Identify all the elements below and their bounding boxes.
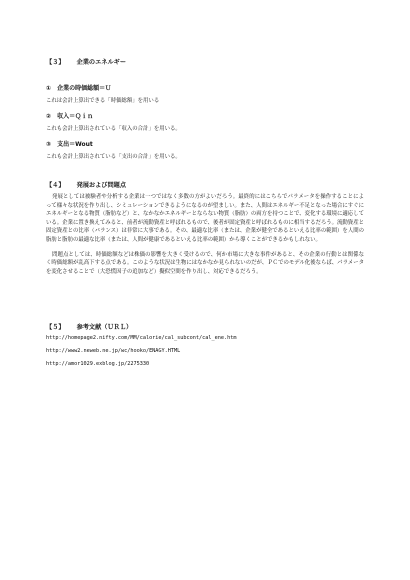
item-income-label: ② 収入＝Ｑｉｎ	[46, 113, 94, 120]
item-income-desc: これも会計上算出されている「収入の合計」を用いる。	[46, 126, 181, 132]
item-expense-desc: これも会計上算出されている「支出の合計」を用いる。	[46, 154, 181, 160]
reference-url[interactable]: http://homepage2.nifty.com/MM/calorie/cal_subcont/cal_ene.htm	[46, 335, 237, 341]
item-market-value-label: ① 企業の時価総額＝Ｕ	[46, 85, 112, 92]
section-4-title: 発展および問題点	[76, 182, 127, 189]
reference-url[interactable]: http://www2.neweb.ne.jp/wc/hooko/ENAGY.HTML	[46, 348, 181, 354]
section-3-title: 企業のエネルギー	[76, 59, 127, 66]
section-3-heading	[46, 57, 126, 66]
paragraph-problems: 問題点としては、時価総額などは株価の影響を大きく受けるので、何か市場に大きな事件があると、その企業の行動とは関係なく時価総額が乱高下する点である。このような状況は生物にはなかなか見られないのだが、ＰＣでのモデル化後ならば、パラメータを変化させることで（大恐慌因子の追加など）擬似空間を作り出し、対応できるだろう。	[46, 251, 364, 275]
section-5-heading	[46, 322, 132, 331]
item-expense-label: ③ 支出＝Wout	[46, 141, 93, 148]
section-4-number: 【４】	[46, 182, 65, 189]
section-4-body	[46, 193, 364, 282]
paragraph-development: 発展としては被験者や分析する企業は一つではなく多数の方がよいだろう。最終的にはこちらでパラメータを操作することによって様々な状況を作り出し、シミュレーションできるようになるのが望ましい。また、人間はエネルギー不足となった場合にすぐにエネルギーとなる物質（脂肪など）と、なかなかエネルギーとならない物質（脂肪）の両方を持つことで、変化する環境に適応している。企業に置き換えてみると、前者が流動資産と呼ばれるもので、後者が固定資産と呼ばれるものに相当するだろう。流動資産と固定資産との比率（バランス）は非常に大事である。その、最適な比率（または、企業が健全であるといえる比率の範囲）を人間の脂肪と脂肪の最適な比率（または、人間が健康であるといえる比率の範囲）から導くことができるかもしれない。	[46, 194, 364, 243]
reference-url[interactable]: http://amor1029.exblog.jp/2275330	[46, 361, 150, 367]
section-5-number: 【５】	[46, 324, 65, 331]
section-4-heading	[46, 180, 126, 189]
item-market-value-desc: これは会計上算出できる「時価総額」を用いる	[46, 98, 160, 104]
section-5-title: 参考文献（ＵＲＬ）	[76, 324, 133, 331]
section-3-number: 【３】	[46, 59, 65, 66]
